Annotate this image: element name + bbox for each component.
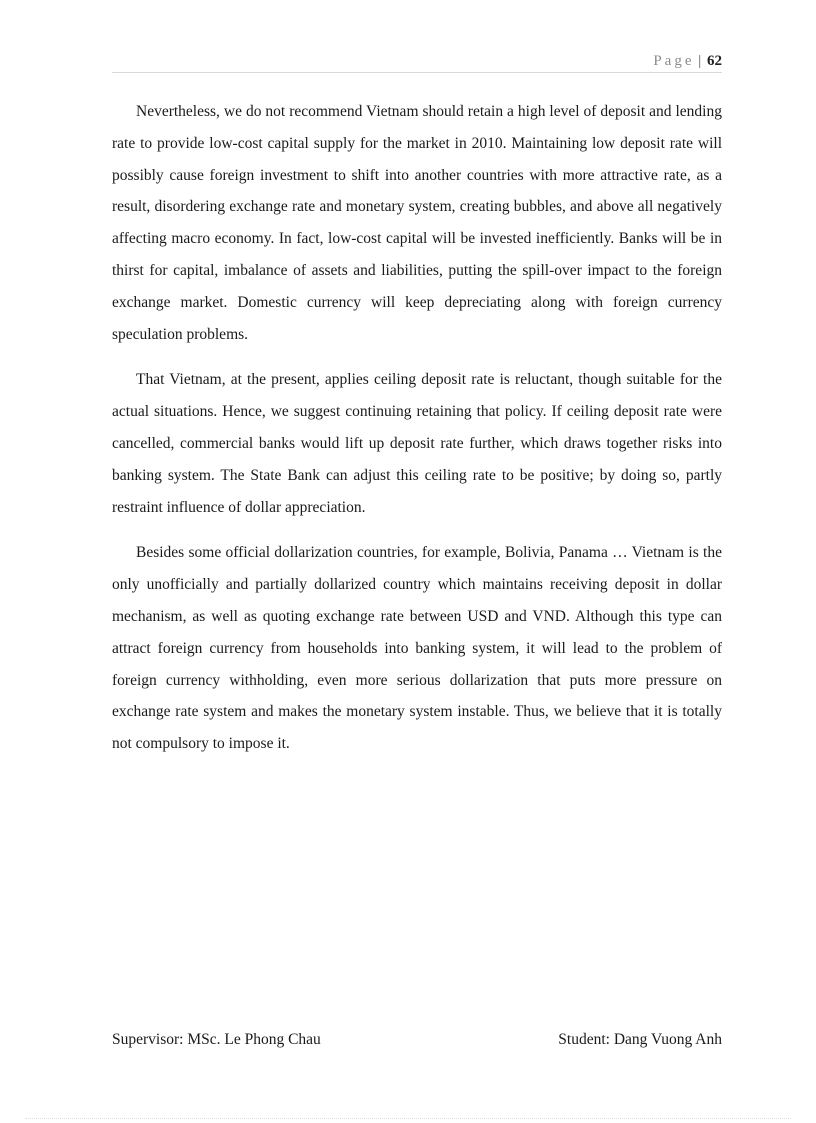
page-separator: | (698, 53, 702, 69)
footer-supervisor: Supervisor: MSc. Le Phong Chau (112, 1031, 321, 1048)
paragraph-ceiling-deposit-rate: That Vietnam, at the present, applies ceiling deposit rate is reluctant, though suitable for the actual situations. Hence, we suggest continuing retaining that policy. If ceiling deposit rate were cancelled, commercial banks would lift up deposit rate further, which draws together risks into banking system. The State Bank can adjust this ceiling rate to be positive; by doing so, partly restraint influence of dollar appreciation. (112, 371, 722, 516)
page-label: Page (653, 53, 695, 69)
document-body (112, 96, 722, 774)
page-footer (112, 1028, 722, 1052)
page-number: 62 (707, 53, 722, 69)
page-bottom-divider (25, 1118, 791, 1119)
paragraph-deposit-lending-rate: Nevertheless, we do not recommend Vietnam should retain a high level of deposit and lending rate to provide low-cost capital supply for the market in 2010. Maintaining low deposit rate will possibly cause foreign investment to shift into another countries with more attractive rate, as a result, disordering exchange rate and monetary system, creating bubbles, and above all negatively affecting macro economy. In fact, low-cost capital will be invested inefficiently. Banks will be in thirst for capital, imbalance of assets and liabilities, putting the spill-over impact to the foreign exchange market. Domestic currency will keep depreciating along with foreign currency speculation problems. (112, 103, 722, 343)
page-header (112, 50, 722, 73)
footer-student: Student: Dang Vuong Anh (558, 1031, 722, 1048)
paragraph-dollarization: Besides some official dollarization countries, for example, Bolivia, Panama … Vietnam is the only unofficially and partially dollarized country which maintains receiving deposit in dollar mechanism, as well as quoting exchange rate between USD and VND. Although this type can attract foreign currency from households into banking system, it will lead to the problem of foreign currency withholding, even more serious dollarization that puts more pressure on exchange rate system and makes the monetary system instable. Thus, we believe that it is totally not compulsory to impose it. (112, 544, 722, 753)
